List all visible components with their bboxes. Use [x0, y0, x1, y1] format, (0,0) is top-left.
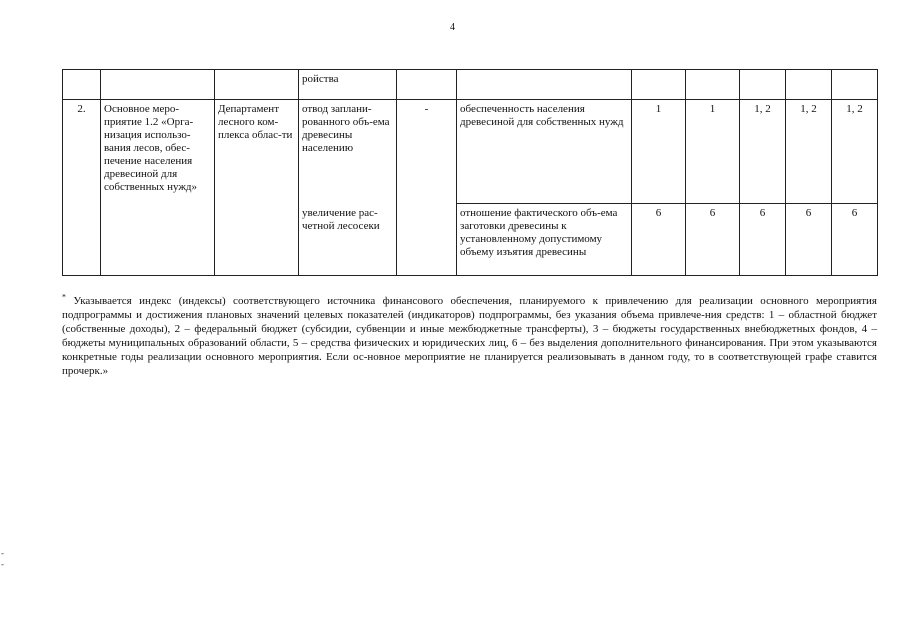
- cell-empty: [215, 70, 299, 100]
- value-cell: 6: [686, 204, 740, 276]
- continued-row: [63, 70, 878, 100]
- value-cell: 6: [832, 204, 878, 276]
- value-cell: 1: [632, 100, 686, 204]
- value-cell: 6: [740, 204, 786, 276]
- cell-empty: [101, 70, 215, 100]
- page-number: 4: [450, 22, 455, 33]
- value-cell: 6: [632, 204, 686, 276]
- footnote-marker: *: [62, 292, 66, 302]
- margin-marks: [1, 548, 4, 570]
- cell-empty: [832, 70, 878, 100]
- footnote-text: Указывается индекс (индексы) соответствующего источника финансового обеспечения, планируемого к привлечению для реализации основного мероприятия подпрограммы и достижения плановых значений целевых показателей (индикаторов) подпрограммы, без указания объема привлече-ния средств: 1 – областной бюджет (собственные доходы), 2 – федеральный бюджет (субсидии, субвенции и иные межбюджетные трансферты), 3 – бюджеты государственных внебюджетных фондов, 4 – бюджеты муниципальных образований области, 5 – средства физических и юридических лиц, 6 – без выделения дополнительного финансирования. При этом указываются конкретные годы реализации основного мероприятия. Если ос-новное мероприятие не планируется реализовывать в данном году, то в соответствующей графе ставится прочерк.»: [62, 295, 877, 377]
- row-number-cell: 2.: [63, 100, 101, 276]
- cell-empty: [686, 70, 740, 100]
- indicator-cell-1: обеспеченность населения древесиной для собственных нужд: [457, 100, 632, 204]
- activity-cell: Основное меро-приятие 1.2 «Орга-низация использо-вания лесов, обес-печение населения древесиной для собственных нужд»: [101, 100, 215, 276]
- value-cell: 1, 2: [832, 100, 878, 204]
- value-cell: 1: [686, 100, 740, 204]
- indicator-cell-2: отношение фактического объ-ема заготовки древесины к установленному допустимому объему изъятия древесины: [457, 204, 632, 276]
- value-cell: 1, 2: [740, 100, 786, 204]
- cell-empty: [632, 70, 686, 100]
- margin-mark: -: [1, 548, 4, 558]
- cell-empty: [457, 70, 632, 100]
- value-cell: 6: [786, 204, 832, 276]
- footnote: [62, 294, 877, 378]
- program-table: [62, 69, 878, 276]
- table-row: [63, 100, 878, 204]
- cell-empty: [740, 70, 786, 100]
- cell-empty: [63, 70, 101, 100]
- cell-empty: [786, 70, 832, 100]
- continued-event-cell: ройства: [299, 70, 397, 100]
- cell-empty: [397, 70, 457, 100]
- event-cell-1: отвод заплани-рованного объ-ема древесины населению: [299, 100, 397, 204]
- cell-empty: [397, 204, 457, 276]
- source-cell: -: [397, 100, 457, 204]
- event-cell-2: увеличение рас-четной лесосеки: [299, 204, 397, 276]
- executor-cell: Департамент лесного ком-плекса облас-ти: [215, 100, 299, 276]
- value-cell: 1, 2: [786, 100, 832, 204]
- margin-mark: -: [1, 559, 4, 569]
